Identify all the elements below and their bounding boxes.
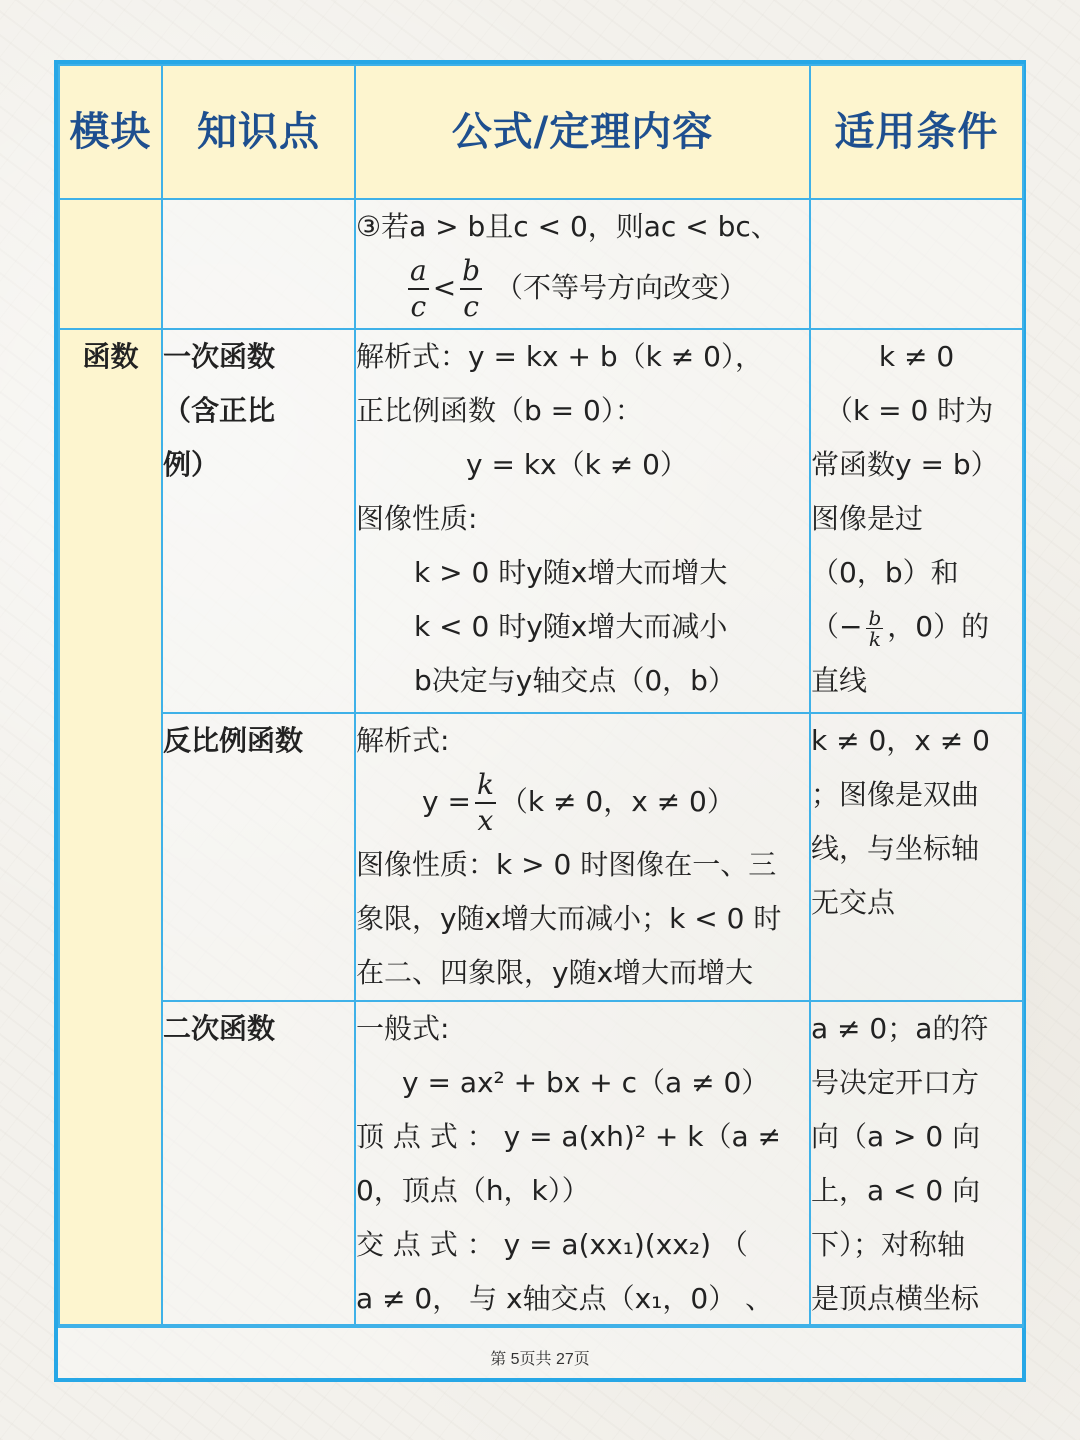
inverse-formula-line: y = $\frac{k}{x}$ （k ≠ 0，x ≠ 0）	[422, 768, 735, 837]
table-row-linear	[59, 329, 1023, 713]
topic-quadratic-function: 二次函数	[162, 1001, 355, 1327]
formula-inverse-function: 解析式: y = $\frac{k}{x}$ （k ≠ 0，x ≠ 0） 图像性质：k > 0 时图像在一、三 象限，y随x增大而减小；k < 0 时 在二、四象限，y随x增大而增大	[355, 713, 810, 1001]
formula-cell-inequality	[355, 199, 810, 329]
table-row-inverse	[59, 713, 1023, 1001]
condition-cell-empty	[810, 199, 1023, 329]
table-row-continuation	[59, 199, 1023, 329]
module-cell-empty	[59, 199, 162, 329]
table-row-quadratic	[59, 1001, 1023, 1327]
fraction-b-over-k: $\frac{b}{k}$	[868, 605, 882, 651]
module-cell-function: 函数	[59, 329, 162, 1327]
knowledge-table	[58, 64, 1024, 1328]
formula-linear-function: 解析式：y = kx + b（k ≠ 0）， 正比例函数（b = 0）： y = kx（k ≠ 0） 图像性质: k > 0 时y随x增大而增大 k < 0 时y随x增大而减小 b决定与y轴交点（0，b）	[355, 329, 810, 713]
table-frame	[54, 60, 1026, 1382]
header-topic: 知识点	[162, 65, 355, 199]
page-number: 第 5页共 27页	[490, 1351, 590, 1368]
header-condition: 适用条件	[810, 65, 1023, 199]
topic-inverse-function: 反比例函数	[162, 713, 355, 1001]
fraction-b-over-c: $\frac{b}{c}$	[462, 254, 481, 323]
fraction-k-over-x: $\frac{k}{x}$	[476, 768, 494, 837]
formula-quadratic-function: 一般式: y = ax² + bx + c（a ≠ 0） 顶 点 式 ： y = a(xh)² + k（a ≠ 0，顶点（h，k）） 交 点 式 ： y = a(xx₁)(xx₂) （ a ≠ 0， 与 x轴交点（x₁，0） 、	[355, 1001, 810, 1327]
x-intercept-line: （− $\frac{b}{k}$ ，0）的	[811, 605, 990, 651]
topic-linear-function: 一次函数 （含正比 例）	[162, 329, 355, 713]
topic-cell-empty	[162, 199, 355, 329]
header-module: 模块	[59, 65, 162, 199]
header-row	[59, 65, 1023, 199]
fraction-a-over-c: $\frac{a}{c}$	[410, 254, 427, 323]
header-formula: 公式/定理内容	[355, 65, 810, 199]
direction-note: （不等号方向改变）	[495, 271, 748, 304]
condition-linear-function: k ≠ 0 （k = 0 时为 常函数y = b） 图像是过 （0，b）和 （− $\frac{b}{k}$ ，0）的 直线	[810, 329, 1023, 713]
condition-quadratic-function: a ≠ 0；a的符 号决定开口方 向（a > 0 向 上，a < 0 向 下）；对称轴 是顶点横坐标	[810, 1001, 1023, 1327]
inequality-fraction-line: $\frac{a}{c}$ < $\frac{b}{c}$ （不等号方向改变）	[410, 254, 748, 323]
condition-inverse-function: k ≠ 0，x ≠ 0 ；图像是双曲 线，与坐标轴 无交点	[810, 713, 1023, 1001]
inequality-line: ③若a > b且c < 0，则ac < bc、	[356, 210, 779, 243]
